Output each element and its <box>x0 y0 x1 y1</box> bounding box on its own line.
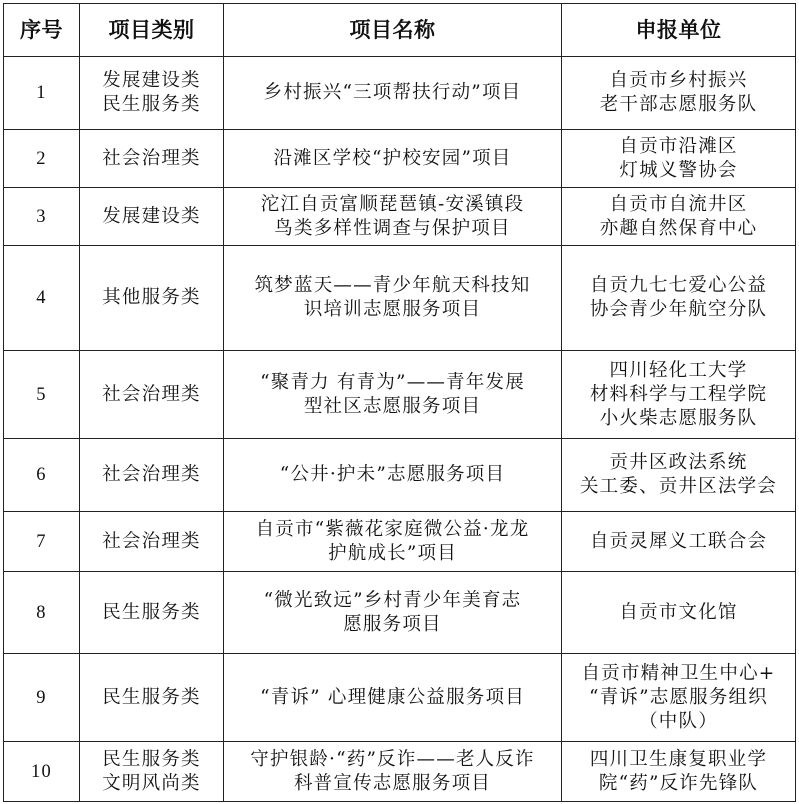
project-name <box>224 246 562 351</box>
project-name-line: 守护银龄·“药”反诈——老人反诈 <box>250 748 535 770</box>
table-row <box>4 351 796 439</box>
project-name-line: 型社区志愿服务项目 <box>303 395 482 417</box>
header-name: 项目名称 <box>224 4 562 57</box>
applicant-unit <box>562 188 796 246</box>
applicant-unit <box>562 572 796 654</box>
table-row <box>4 57 796 130</box>
project-name <box>224 654 562 742</box>
row-number: 7 <box>4 512 80 572</box>
table-body <box>4 57 796 802</box>
table-row <box>4 572 796 654</box>
header-category: 项目类别 <box>80 4 224 57</box>
project-category-line: 民生服务类 <box>102 686 201 708</box>
project-name-line: “公井·护未”志愿服务项目 <box>279 464 506 485</box>
project-category-line: 发展建设类 <box>102 70 201 91</box>
project-category-line: 社会治理类 <box>102 530 201 552</box>
project-name-line: 沿滩区学校“护校安园”项目 <box>273 147 512 169</box>
project-name-line: 筑梦蓝天——青少年航天科技知 <box>254 275 531 296</box>
row-number: 5 <box>4 351 80 439</box>
project-name <box>224 572 562 654</box>
table-row <box>4 742 796 802</box>
applicant-unit-line: 亦趣自然保育中心 <box>599 217 758 239</box>
applicant-unit <box>562 439 796 512</box>
project-name <box>224 512 562 572</box>
applicant-unit-line: 贡井区政法系统 <box>609 452 748 473</box>
project-name <box>224 57 562 130</box>
table-row <box>4 512 796 572</box>
applicant-unit-line: 关工委、贡井区法学会 <box>579 476 777 497</box>
project-category <box>80 512 224 572</box>
applicant-unit-line: 自贡市乡村振兴 <box>609 70 748 91</box>
header-no: 序号 <box>4 4 80 57</box>
project-category-line: 社会治理类 <box>102 383 201 405</box>
project-name-line: 沱江自贡富顺琵琶镇-安溪镇段 <box>260 193 525 215</box>
project-category <box>80 742 224 802</box>
project-name <box>224 188 562 246</box>
project-category <box>80 57 224 130</box>
row-number: 2 <box>4 130 80 188</box>
applicant-unit-line: 协会青少年航空分队 <box>589 299 768 320</box>
project-name-line: 乡村振兴“三项帮扶行动”项目 <box>263 82 522 103</box>
applicant-unit-line: 自贡市沿滩区 <box>619 135 738 157</box>
project-name-line: “聚青力 有青为”——青年发展 <box>260 371 525 393</box>
table-row <box>4 439 796 512</box>
project-name-line: 鸟类多样性调查与保护项目 <box>274 217 511 239</box>
project-category <box>80 130 224 188</box>
project-name <box>224 130 562 188</box>
project-category <box>80 188 224 246</box>
project-category-line: 民生服务类 <box>102 601 201 623</box>
project-name <box>224 742 562 802</box>
project-category <box>80 654 224 742</box>
project-name <box>224 439 562 512</box>
project-name-line: “微光致远”乡村青少年美育志 <box>263 589 522 611</box>
project-category <box>80 351 224 439</box>
applicant-unit-line: 四川轻化工大学 <box>609 359 748 381</box>
project-category-line: 社会治理类 <box>102 464 201 485</box>
row-number: 1 <box>4 57 80 130</box>
header-unit: 申报单位 <box>562 4 796 57</box>
applicant-unit-line: 材料科学与工程学院 <box>589 383 768 405</box>
applicant-unit <box>562 130 796 188</box>
project-name-line: 愿服务项目 <box>343 613 442 635</box>
table-row <box>4 130 796 188</box>
applicant-unit <box>562 246 796 351</box>
header-row <box>4 4 796 57</box>
table-row <box>4 654 796 742</box>
row-number: 6 <box>4 439 80 512</box>
applicant-unit-line: 小火柴志愿服务队 <box>599 407 758 429</box>
project-name-line: 科普宣传志愿服务项目 <box>293 772 491 794</box>
row-number: 10 <box>4 742 80 802</box>
applicant-unit-line: 自贡九七七爱心公益 <box>589 275 768 296</box>
applicant-unit-line: 自贡市自流井区 <box>609 193 748 215</box>
project-category-line: 发展建设类 <box>102 205 201 227</box>
applicant-unit-line: 老干部志愿服务队 <box>599 94 758 115</box>
applicant-unit-line: 自贡市文化馆 <box>619 601 738 623</box>
project-category-line: 民生服务类 <box>102 748 201 770</box>
row-number: 8 <box>4 572 80 654</box>
applicant-unit-line: （中队） <box>639 710 718 732</box>
row-number: 4 <box>4 246 80 351</box>
table-row <box>4 188 796 246</box>
applicant-unit-line: 四川卫生康复职业学 <box>589 748 768 770</box>
applicant-unit <box>562 351 796 439</box>
applicant-unit-line: 院“药”反诈先锋队 <box>598 772 759 794</box>
project-category-line: 其他服务类 <box>102 287 201 308</box>
row-number: 3 <box>4 188 80 246</box>
project-name <box>224 351 562 439</box>
project-category-line: 文明风尚类 <box>102 772 201 794</box>
applicant-unit <box>562 742 796 802</box>
table-row <box>4 246 796 351</box>
project-name-line: 识培训志愿服务项目 <box>303 299 482 320</box>
project-name-line: 自贡市“紫薇花家庭微公益·龙龙 <box>255 518 530 540</box>
project-category-line: 民生服务类 <box>102 94 201 115</box>
applicant-unit-line: 自贡市精神卫生中心+ <box>581 662 776 684</box>
applicant-unit <box>562 512 796 572</box>
project-category-line: 社会治理类 <box>102 147 201 169</box>
row-number: 9 <box>4 654 80 742</box>
project-category <box>80 572 224 654</box>
project-table <box>3 3 796 802</box>
project-category <box>80 439 224 512</box>
applicant-unit <box>562 57 796 130</box>
project-name-line: “青诉” 心理健康公益服务项目 <box>260 686 525 708</box>
applicant-unit <box>562 654 796 742</box>
applicant-unit-line: 灯城义警协会 <box>619 159 738 181</box>
project-category <box>80 246 224 351</box>
applicant-unit-line: 自贡灵犀义工联合会 <box>589 530 768 552</box>
applicant-unit-line: “青诉”志愿服务组织 <box>589 686 768 708</box>
project-name-line: 护航成长”项目 <box>328 542 457 564</box>
